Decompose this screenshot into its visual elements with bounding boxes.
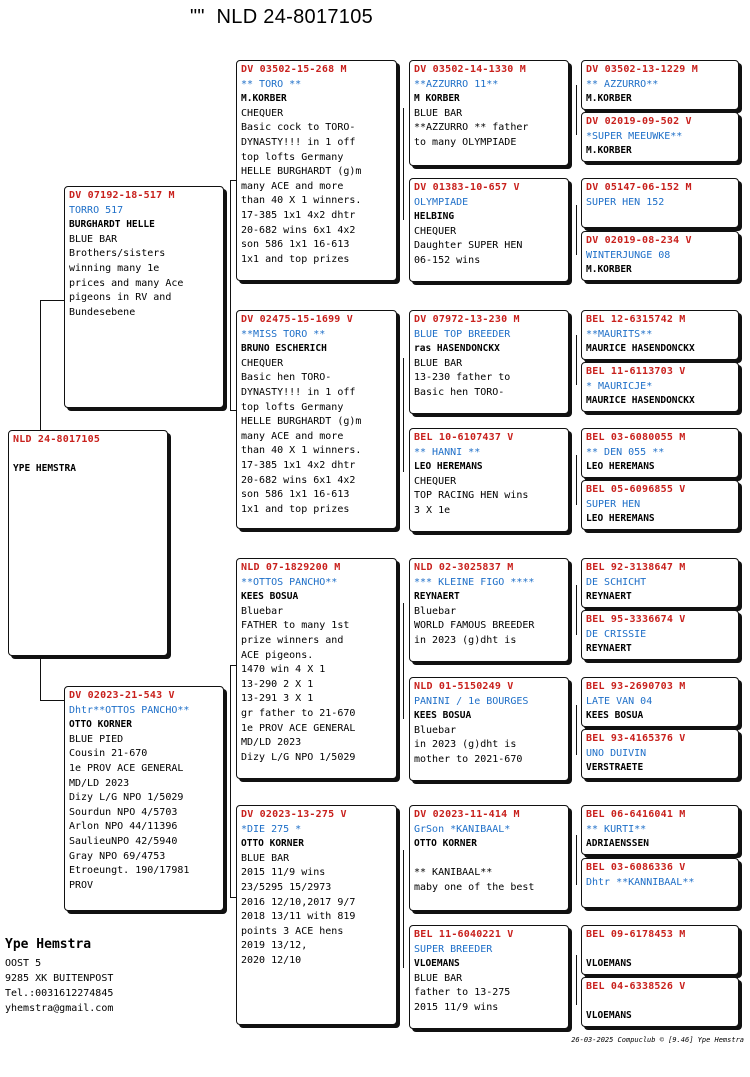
breeder-name: M KORBER [414, 93, 460, 105]
pedigree-note: 1e PROV ACE GENERAL [241, 722, 356, 734]
breeder-name: HELBING [414, 211, 455, 223]
connector [576, 955, 577, 1005]
pedigree-note: CHEQUER [241, 357, 284, 369]
pedigree-note: than 40 X 1 winners. [241, 445, 362, 457]
pedigree-note: HELLE BURGHARDT (g)m [241, 416, 362, 428]
pedigree-note: many ACE and more [241, 180, 344, 192]
pedigree-note: father to 13-275 [414, 987, 511, 999]
pigeon-card-g4-9[interactable] [581, 558, 739, 608]
breeder-name: LEO HEREMANS [586, 513, 655, 525]
connector [576, 335, 577, 385]
pedigree-note: Bluebar [414, 605, 457, 617]
pedigree-note: BLUE PIED [69, 733, 124, 745]
ring-number: NLD 24-8017105 [13, 434, 101, 445]
breeder-name: REYNAERT [414, 591, 460, 603]
pedigree-note: 1470 win 4 X 1 [241, 664, 326, 676]
ring-number: DV 02023-21-543 V [69, 690, 175, 701]
pigeon-card-g4-6[interactable] [581, 362, 739, 412]
breeder-name: MAURICE HASENDONCKX [586, 343, 695, 355]
pedigree-note: FATHER to many 1st [241, 620, 350, 632]
pedigree-note: DYNASTY!!! in 1 off [241, 386, 356, 398]
ring-number: DV 07192-18-517 M [69, 190, 175, 201]
pigeon-name: ** KURTI** [586, 823, 647, 835]
ring-number: DV 02023-13-275 V [241, 809, 347, 820]
pigeon-name: *SUPER MEEUWKE** [586, 130, 683, 142]
pigeon-name: **MISS TORO ** [241, 328, 326, 340]
pigeon-card-g4-1[interactable] [581, 60, 739, 110]
pedigree-note: 2016 12/10,2017 9/7 [241, 896, 356, 908]
ring-number: BEL 12-6315742 M [586, 314, 686, 325]
ring-number: DV 02475-15-1699 V [241, 314, 353, 325]
pigeon-card-dam-sire[interactable] [236, 558, 397, 779]
connector [403, 850, 404, 968]
pigeon-name: *** KLEINE FIGO **** [414, 576, 535, 588]
pedigree-note: **AZZURRO ** father [414, 122, 529, 134]
pigeon-card-ssd[interactable] [409, 178, 569, 282]
pigeon-name: PANINI / 1e BOURGES [414, 695, 529, 707]
ring-number: DV 03502-13-1229 M [586, 64, 698, 75]
pigeon-card-sss[interactable] [409, 60, 569, 166]
ring-number: DV 01383-10-657 V [414, 182, 520, 193]
pedigree-note: 20-682 wins 6x1 4x2 [241, 474, 356, 486]
connector [40, 656, 41, 700]
pigeon-card-sire-dam[interactable] [236, 310, 397, 529]
pedigree-note: Etroeungt. 190/17981 [69, 865, 190, 877]
pigeon-name: **AZZURRO 11** [414, 78, 499, 90]
breeder-name: BURGHARDT HELLE [69, 219, 155, 231]
breeder-name: OTTO KORNER [69, 719, 132, 731]
breeder-name: KEES BOSUA [241, 591, 299, 603]
breeder-name [586, 210, 734, 225]
pedigree-note: 1e PROV ACE GENERAL [69, 762, 184, 774]
pedigree-note: ** KANIBAAL** [414, 867, 493, 879]
breeder-name [586, 890, 734, 905]
connector [576, 585, 577, 635]
breeder-name: M.KORBER [586, 264, 632, 276]
connector [40, 300, 64, 301]
pigeon-name: BLUE TOP BREEDER [414, 328, 511, 340]
breeder-name: M.KORBER [586, 93, 632, 105]
pedigree-note: Dizy L/G NPO 1/5029 [241, 751, 356, 763]
pedigree-note: Dizy L/G NPO 1/5029 [69, 792, 184, 804]
pedigree-note: than 40 X 1 winners. [241, 195, 362, 207]
pigeon-name [586, 995, 734, 1010]
pigeon-name: ** HANNI ** [414, 446, 481, 458]
pigeon-card-g4-8[interactable] [581, 480, 739, 530]
pigeon-card-ddd[interactable] [409, 925, 569, 1029]
pedigree-note: Gray NPO 69/4753 [69, 850, 166, 862]
pigeon-name: Dhtr **KANNIBAAL** [586, 876, 695, 888]
breeder-name: LEO HEREMANS [586, 461, 655, 473]
owner-address-2: 9285 XK BUITENPOST [5, 973, 114, 984]
ring-number: NLD 02-3025837 M [414, 562, 514, 573]
pedigree-note: 3 X 1e [414, 504, 451, 516]
pedigree-note: Basic cock to TORO- [241, 122, 356, 134]
pigeon-card-g4-16[interactable] [581, 977, 739, 1027]
ring-number: BEL 05-6096855 V [586, 484, 686, 495]
page-title [190, 6, 373, 29]
ring-number: BEL 11-6040221 V [414, 929, 514, 940]
pedigree-note: 2019 13/12, [241, 940, 308, 952]
pigeon-card-sire[interactable] [64, 186, 224, 408]
pedigree-note: top lofts Germany [241, 151, 344, 163]
pedigree-note: TOP RACING HEN wins [414, 490, 529, 502]
ring-number: BEL 06-6416041 M [586, 809, 686, 820]
breeder-name: KEES BOSUA [414, 710, 472, 722]
pedigree-note: MD/LD 2023 [69, 777, 130, 789]
pedigree-note: BLUE BAR [241, 852, 290, 864]
breeder-name: REYNAERT [586, 591, 632, 603]
breeder-name: MAURICE HASENDONCKX [586, 395, 695, 407]
pigeon-name: DE CRISSIE [586, 628, 647, 640]
pigeon-name: TORRO 517 [69, 204, 124, 216]
pedigree-note: prices and many Ace [69, 277, 184, 289]
pedigree-note: 1x1 and top prizes [241, 503, 350, 515]
breeder-name: VLOEMANS [586, 1010, 632, 1022]
pedigree-note: 20-682 wins 6x1 4x2 [241, 224, 356, 236]
pedigree-note: HELLE BURGHARDT (g)m [241, 166, 362, 178]
pedigree-note: gr father to 21-670 [241, 707, 356, 719]
owner-block [5, 937, 113, 1016]
connector [576, 455, 577, 505]
pedigree-note: 13-290 2 X 1 [241, 678, 314, 690]
breeder-name: VLOEMANS [414, 958, 460, 970]
ring-number: DV 03502-15-268 M [241, 64, 347, 75]
title-quote: "" [190, 6, 205, 28]
pedigree-note: 2015 11/9 wins [241, 867, 326, 879]
pigeon-card-sds[interactable] [409, 310, 569, 414]
ring-number: BEL 04-6338526 V [586, 981, 686, 992]
pigeon-name [13, 448, 163, 463]
breeder-name: REYNAERT [586, 643, 632, 655]
pigeon-card-sire-sire[interactable] [236, 60, 397, 281]
breeder-name: OTTO KORNER [241, 838, 304, 850]
pedigree-note: PROV [69, 879, 94, 891]
ring-number: BEL 10-6107437 V [414, 432, 514, 443]
pedigree-note: Sourdun NPO 4/5703 [69, 806, 178, 818]
pedigree-note: son 586 1x1 16-613 [241, 239, 350, 251]
pedigree-note: points 3 ACE hens [241, 925, 344, 937]
pigeon-card-g4-4[interactable] [581, 231, 739, 281]
owner-email: yhemstra@gmail.com [5, 1003, 114, 1014]
ring-number: DV 02019-08-234 V [586, 235, 692, 246]
pigeon-card-g4-14[interactable] [581, 858, 739, 908]
pigeon-card-g4-13[interactable] [581, 805, 739, 855]
ring-number: BEL 93-2690703 M [586, 681, 686, 692]
ring-number: BEL 03-6080055 M [586, 432, 686, 443]
pigeon-card-g4-3[interactable] [581, 178, 739, 228]
connector [230, 665, 231, 897]
connector [576, 835, 577, 885]
breeder-name: LEO HEREMANS [414, 461, 483, 473]
pedigree-note: ACE pigeons. [241, 649, 314, 661]
pedigree-note: 13-230 father to [414, 372, 511, 384]
title-ring: NLD 24-8017105 [216, 6, 374, 28]
pedigree-note: Bluebar [241, 605, 284, 617]
pedigree-note: prize winners and [241, 634, 344, 646]
pedigree-note: son 586 1x1 16-613 [241, 489, 350, 501]
owner-phone: Tel.:0031612274845 [5, 988, 114, 999]
pigeon-card-subject[interactable] [8, 430, 168, 656]
pedigree-note: 13-291 3 X 1 [241, 693, 314, 705]
footer-credit: 26-03-2025 Compuclub © [9.46] Ype Hemstra [571, 1036, 744, 1044]
connector [576, 85, 577, 135]
pedigree-note: WORLD FAMOUS BREEDER [414, 620, 535, 632]
connector [403, 603, 404, 719]
pedigree-note: mother to 2021-670 [414, 753, 523, 765]
pigeon-name: LATE VAN 04 [586, 695, 653, 707]
pedigree-note: in 2023 (g)dht is [414, 739, 517, 751]
breeder-name: OTTO KORNER [414, 838, 477, 850]
pigeon-name [586, 943, 734, 958]
pedigree-note: Bluebar [414, 724, 457, 736]
owner-name: Ype Hemstra [5, 937, 92, 952]
pedigree-note: in 2023 (g)dht is [414, 634, 517, 646]
pedigree-note: Daughter SUPER HEN [414, 240, 523, 252]
pedigree-note [414, 852, 564, 867]
breeder-name: ADRIAENSSEN [586, 838, 649, 850]
pigeon-card-dam-dam[interactable] [236, 805, 397, 1025]
pigeon-card-g4-5[interactable] [581, 310, 739, 360]
connector [576, 205, 577, 255]
pedigree-note: MD/LD 2023 [241, 737, 302, 749]
pedigree-note: Bundesebene [69, 306, 136, 318]
connector [40, 700, 64, 701]
pedigree-note: Basic hen TORO- [414, 386, 505, 398]
pedigree-note: Arlon NPO 44/11396 [69, 821, 178, 833]
pedigree-note: BLUE BAR [414, 107, 463, 119]
pigeon-card-sdd[interactable] [409, 428, 569, 532]
pigeon-name: SUPER HEN [586, 498, 641, 510]
pedigree-note: Basic hen TORO- [241, 372, 332, 384]
connector [576, 705, 577, 755]
pedigree-note: top lofts Germany [241, 401, 344, 413]
pigeon-name: **MAURITS** [586, 328, 653, 340]
pedigree-note: 17-385 1x1 4x2 dhtr [241, 459, 356, 471]
pigeon-name: SUPER BREEDER [414, 943, 493, 955]
pigeon-name: OLYMPIADE [414, 196, 469, 208]
connector [403, 358, 404, 472]
pigeon-name: *DIE 275 * [241, 823, 302, 835]
pigeon-name: WINTERJUNGE 08 [586, 249, 671, 261]
pedigree-note: 2018 13/11 with 819 [241, 911, 356, 923]
pedigree-note: BLUE BAR [69, 233, 118, 245]
pigeon-name: Dhtr**OTTOS PANCHO** [69, 704, 190, 716]
ring-number: DV 05147-06-152 M [586, 182, 692, 193]
pigeon-name: ** DEN 055 ** [586, 446, 665, 458]
pedigree-note: BLUE BAR [414, 357, 463, 369]
breeder-name: M.KORBER [586, 145, 632, 157]
ring-number: DV 02023-11-414 M [414, 809, 520, 820]
ring-number: NLD 01-5150249 V [414, 681, 514, 692]
pedigree-note: 06-152 wins [414, 254, 481, 266]
pigeon-card-g4-10[interactable] [581, 610, 739, 660]
ring-number: DV 07972-13-230 M [414, 314, 520, 325]
pedigree-note: CHEQUER [241, 107, 284, 119]
ring-number: DV 03502-14-1330 M [414, 64, 526, 75]
pedigree-note: 2020 12/10 [241, 954, 302, 966]
pigeon-name: UNO DUIVIN [586, 747, 647, 759]
pedigree-note: to many OLYMPIADE [414, 136, 517, 148]
pedigree-note: maby one of the best [414, 881, 535, 893]
pedigree-note: 23/5295 15/2973 [241, 881, 332, 893]
pigeon-card-g4-2[interactable] [581, 112, 739, 162]
pigeon-card-dsd[interactable] [409, 677, 569, 781]
pigeon-name: DE SCHICHT [586, 576, 647, 588]
pigeon-card-g4-11[interactable] [581, 677, 739, 727]
pedigree-note: SaulieuNPO 42/5940 [69, 835, 178, 847]
ring-number: BEL 92-3138647 M [586, 562, 686, 573]
pigeon-card-g4-7[interactable] [581, 428, 739, 478]
pedigree-note: Brothers/sisters [69, 248, 166, 260]
pedigree-note: DYNASTY!!! in 1 off [241, 136, 356, 148]
pigeon-card-g4-12[interactable] [581, 729, 739, 779]
ring-number: NLD 07-1829200 M [241, 562, 341, 573]
pedigree-note: many ACE and more [241, 430, 344, 442]
pigeon-name: SUPER HEN 152 [586, 196, 665, 208]
pedigree-note: winning many 1e [69, 262, 160, 274]
pedigree-note: 17-385 1x1 4x2 dhtr [241, 209, 356, 221]
breeder-name: VERSTRAETE [586, 762, 644, 774]
breeder-name: ras HASENDONCKX [414, 343, 500, 355]
breeder-name: KEES BOSUA [586, 710, 644, 722]
pedigree-note: CHEQUER [414, 225, 457, 237]
pedigree-note: 1x1 and top prizes [241, 253, 350, 265]
breeder-name: M.KORBER [241, 93, 287, 105]
connector [40, 300, 41, 430]
connector [403, 108, 404, 220]
pigeon-card-dds[interactable] [409, 805, 569, 911]
pedigree-note: CHEQUER [414, 475, 457, 487]
pigeon-name: GrSon *KANIBAAL* [414, 823, 511, 835]
ring-number: BEL 03-6086336 V [586, 862, 686, 873]
ring-number: DV 02019-09-502 V [586, 116, 692, 127]
connector [230, 180, 231, 410]
pigeon-name: ** AZZURRO** [586, 78, 659, 90]
pigeon-card-dss[interactable] [409, 558, 569, 662]
breeder-name: VLOEMANS [586, 958, 632, 970]
breeder-name: YPE HEMSTRA [13, 463, 76, 475]
ring-number: BEL 93-4165376 V [586, 733, 686, 744]
ring-number: BEL 09-6178453 M [586, 929, 686, 940]
pedigree-note: pigeons in RV and [69, 292, 172, 304]
pigeon-name: ** TORO ** [241, 78, 302, 90]
pigeon-card-dam[interactable] [64, 686, 224, 911]
pigeon-name: **OTTOS PANCHO** [241, 576, 338, 588]
breeder-name: BRUNO ESCHERICH [241, 343, 327, 355]
ring-number: BEL 95-3336674 V [586, 614, 686, 625]
pedigree-note: 2015 11/9 wins [414, 1001, 499, 1013]
pigeon-card-g4-15[interactable] [581, 925, 739, 975]
pigeon-name: * MAURICJE* [586, 380, 653, 392]
pedigree-note: BLUE BAR [414, 972, 463, 984]
owner-address-1: OOST 5 [5, 958, 42, 969]
ring-number: BEL 11-6113703 V [586, 366, 686, 377]
pedigree-note: Cousin 21-670 [69, 748, 148, 760]
